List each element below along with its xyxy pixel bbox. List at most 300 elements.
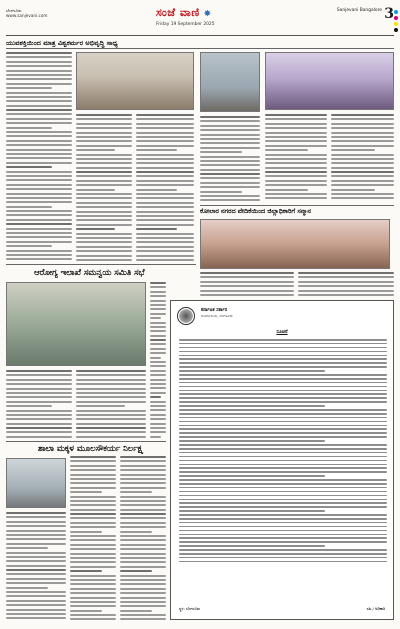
text-line xyxy=(120,456,166,458)
text-line xyxy=(265,118,327,120)
text-line xyxy=(150,304,166,306)
text-line xyxy=(120,601,166,603)
article-col-5 xyxy=(265,114,327,202)
text-line xyxy=(6,78,72,80)
text-line xyxy=(76,436,146,438)
text-line xyxy=(265,171,327,173)
text-line xyxy=(265,114,327,116)
text-line xyxy=(150,383,166,385)
text-line xyxy=(331,123,394,125)
article-photo-felicitation xyxy=(200,219,390,269)
text-line xyxy=(331,132,394,134)
text-line xyxy=(179,495,387,497)
article-col-4 xyxy=(200,116,260,202)
text-line xyxy=(70,504,116,506)
text-line xyxy=(179,421,387,423)
text-line xyxy=(6,254,72,256)
text-line xyxy=(179,499,387,501)
text-line xyxy=(70,517,116,519)
text-line xyxy=(120,544,166,546)
text-line xyxy=(136,259,194,261)
headline-middle-left: ಆರೋಗ್ಯ ಇಲಾಖೆ ಸಮನ್ವಯ ಸಮಿತಿ ಸಭೆ xyxy=(34,267,145,277)
page-number: 3 xyxy=(384,6,394,22)
cmyk-mark-cyan-icon xyxy=(394,10,398,14)
text-line xyxy=(76,193,132,195)
text-line xyxy=(200,129,260,131)
text-line xyxy=(331,171,394,173)
text-line xyxy=(6,232,72,234)
text-line xyxy=(150,414,166,416)
text-line xyxy=(76,158,132,160)
text-line xyxy=(70,500,116,502)
text-line xyxy=(298,272,394,274)
text-line xyxy=(70,610,102,612)
text-line xyxy=(70,456,116,458)
text-line xyxy=(70,601,116,603)
text-line xyxy=(136,184,194,186)
text-line xyxy=(6,157,72,159)
text-line xyxy=(179,405,325,407)
text-line xyxy=(298,285,394,287)
text-line xyxy=(76,167,132,169)
text-line xyxy=(136,228,177,230)
text-line xyxy=(179,351,387,353)
text-line xyxy=(76,418,146,420)
text-line xyxy=(120,610,152,612)
text-line xyxy=(76,118,132,120)
text-line xyxy=(76,237,132,239)
text-line xyxy=(6,118,72,120)
text-line xyxy=(6,245,52,247)
text-line xyxy=(6,423,72,425)
text-line xyxy=(6,609,66,611)
text-line xyxy=(179,487,387,489)
text-line xyxy=(6,556,66,558)
text-line xyxy=(179,374,387,376)
text-line xyxy=(120,575,166,577)
text-line xyxy=(331,189,375,191)
text-line xyxy=(179,549,387,551)
text-line xyxy=(331,127,394,129)
text-line xyxy=(136,154,194,156)
text-line xyxy=(200,177,260,179)
article-col-7 xyxy=(200,272,294,298)
text-line xyxy=(179,502,387,504)
text-line xyxy=(6,149,72,151)
text-line xyxy=(265,132,327,134)
text-line xyxy=(6,613,66,615)
masthead-left xyxy=(6,8,48,18)
text-line xyxy=(200,173,260,175)
divider xyxy=(6,441,166,442)
text-line xyxy=(76,228,115,230)
article-col-8 xyxy=(298,272,394,298)
text-line xyxy=(179,343,387,345)
text-line xyxy=(179,370,325,372)
text-line xyxy=(120,539,166,541)
text-line xyxy=(70,460,116,462)
text-line xyxy=(6,388,72,390)
text-line xyxy=(6,516,66,518)
text-line xyxy=(331,140,394,142)
text-line xyxy=(70,465,116,467)
text-line xyxy=(76,189,115,191)
text-line xyxy=(6,418,72,420)
text-line xyxy=(136,118,194,120)
text-line xyxy=(76,149,115,151)
text-line xyxy=(70,469,116,471)
text-line xyxy=(6,184,72,186)
text-line xyxy=(136,132,194,134)
text-line xyxy=(265,193,327,195)
article-photo-ceremony xyxy=(76,52,194,110)
text-line xyxy=(200,294,294,296)
text-line xyxy=(76,241,132,243)
text-line xyxy=(136,149,177,151)
text-line xyxy=(150,436,161,438)
text-line xyxy=(76,215,132,217)
text-line xyxy=(200,138,260,140)
text-line xyxy=(331,118,394,120)
text-line xyxy=(298,294,394,296)
text-line xyxy=(120,513,166,515)
text-line xyxy=(331,180,394,182)
text-line xyxy=(120,469,166,471)
text-line xyxy=(331,136,394,138)
text-line xyxy=(76,392,146,394)
text-line xyxy=(150,335,166,337)
text-line xyxy=(200,191,242,193)
text-line xyxy=(136,215,194,217)
text-line xyxy=(6,201,72,203)
text-line xyxy=(265,158,327,160)
government-emblem-icon xyxy=(177,307,195,325)
text-line xyxy=(6,144,72,146)
text-line xyxy=(179,514,387,516)
text-line xyxy=(76,388,146,390)
text-line xyxy=(136,145,194,147)
text-line xyxy=(6,383,72,385)
divider xyxy=(6,264,196,265)
text-line xyxy=(6,56,72,58)
article-photo-stage xyxy=(265,52,394,110)
notice-signature: ಸಹಿ / ಅಧಿಕಾರಿ xyxy=(366,606,385,611)
text-line xyxy=(120,465,166,467)
text-line xyxy=(331,149,375,151)
text-line xyxy=(136,250,194,252)
text-line xyxy=(6,573,66,575)
text-line xyxy=(200,147,260,149)
text-line xyxy=(179,452,387,454)
text-line xyxy=(76,224,132,226)
text-line xyxy=(76,246,132,248)
text-line xyxy=(6,427,72,429)
text-line xyxy=(6,250,72,252)
text-line xyxy=(179,467,387,469)
text-line xyxy=(76,233,132,235)
text-line xyxy=(179,432,387,434)
text-line xyxy=(136,233,194,235)
text-line xyxy=(265,184,327,186)
text-line xyxy=(6,547,48,549)
text-line xyxy=(136,237,194,239)
text-line xyxy=(136,246,194,248)
text-line xyxy=(6,153,72,155)
text-line xyxy=(150,339,166,341)
text-line xyxy=(6,96,72,98)
notice-subtitle: ಕಾರ್ಯಾಲಯ, ಬೆಂಗಳೂರು xyxy=(201,314,233,318)
text-line xyxy=(150,409,166,411)
text-line xyxy=(265,175,327,177)
text-line xyxy=(200,116,260,118)
article-col-6 xyxy=(331,114,394,202)
text-line xyxy=(76,145,132,147)
text-line xyxy=(150,405,166,407)
text-line xyxy=(76,219,132,221)
text-line xyxy=(179,436,387,438)
text-line xyxy=(150,348,166,350)
article-col-1 xyxy=(6,52,72,262)
text-line xyxy=(6,431,72,433)
text-line xyxy=(136,219,194,221)
text-line xyxy=(200,164,260,166)
text-line xyxy=(331,193,394,195)
text-line xyxy=(6,521,66,523)
masthead-right xyxy=(337,8,382,14)
text-line xyxy=(265,162,327,164)
text-line xyxy=(120,597,166,599)
text-line xyxy=(6,379,72,381)
text-line xyxy=(179,471,387,473)
article-col-2 xyxy=(76,114,132,262)
text-line xyxy=(6,175,72,177)
text-line xyxy=(265,180,327,182)
text-line xyxy=(6,569,66,571)
masthead-site: www.sanjevani.com xyxy=(6,13,48,18)
text-line xyxy=(150,427,166,429)
text-line xyxy=(6,600,66,602)
text-line xyxy=(179,537,387,539)
text-line xyxy=(265,154,327,156)
text-line xyxy=(179,526,387,528)
text-line xyxy=(150,357,161,359)
text-line xyxy=(6,109,72,111)
text-line xyxy=(179,491,387,493)
text-line xyxy=(6,552,66,554)
text-line xyxy=(136,123,194,125)
text-line xyxy=(76,410,146,412)
text-line xyxy=(70,566,116,568)
text-line xyxy=(200,169,260,171)
text-line xyxy=(70,553,116,555)
text-line xyxy=(120,460,166,462)
text-line xyxy=(136,180,194,182)
text-line xyxy=(120,592,166,594)
text-line xyxy=(200,142,260,144)
text-line xyxy=(265,123,327,125)
text-line xyxy=(6,565,66,567)
text-line xyxy=(179,464,387,466)
text-line xyxy=(120,588,166,590)
text-line xyxy=(6,210,72,212)
text-line xyxy=(179,518,387,520)
headline-top: ಯುವಶಕ್ತಿಯಿಂದ ಮಾತ್ರ ವಿಶ್ವಕರ್ಮರ ಅಭಿವೃದ್ಧಿ ಸಾಧ್ಯ xyxy=(6,39,118,47)
text-line xyxy=(120,517,166,519)
text-line xyxy=(120,526,166,528)
text-line xyxy=(70,579,116,581)
text-line xyxy=(136,197,194,199)
text-line xyxy=(179,397,387,399)
text-line xyxy=(6,392,72,394)
text-line xyxy=(6,258,72,260)
text-line xyxy=(76,132,132,134)
text-line xyxy=(179,358,387,360)
text-line xyxy=(179,522,387,524)
text-line xyxy=(76,383,146,385)
text-line xyxy=(200,151,242,153)
text-line xyxy=(265,167,327,169)
text-line xyxy=(331,162,394,164)
text-line xyxy=(150,401,166,403)
text-line xyxy=(265,140,327,142)
text-line xyxy=(179,390,387,392)
text-line xyxy=(6,582,66,584)
text-line xyxy=(76,175,132,177)
text-line xyxy=(76,180,132,182)
text-line xyxy=(150,300,166,302)
text-line xyxy=(6,414,72,416)
text-line xyxy=(76,370,146,372)
masthead xyxy=(6,6,394,36)
text-line xyxy=(76,206,132,208)
text-line xyxy=(76,259,132,261)
text-line xyxy=(179,425,387,427)
text-line xyxy=(76,136,132,138)
masthead-date: Friday 19 September 2025 xyxy=(156,22,215,27)
article-col-10 xyxy=(76,370,146,438)
text-line xyxy=(179,440,325,442)
text-line xyxy=(120,522,166,524)
divider xyxy=(200,205,394,206)
text-line xyxy=(6,127,52,129)
notice-heading: ಸೂಚನೆ xyxy=(276,330,288,335)
text-line xyxy=(120,478,166,480)
text-line xyxy=(70,588,116,590)
text-line xyxy=(70,474,116,476)
text-line xyxy=(136,224,194,226)
text-line xyxy=(136,162,194,164)
text-line xyxy=(179,545,325,547)
text-line xyxy=(200,125,260,127)
notice-body xyxy=(179,339,387,569)
text-line xyxy=(6,401,72,403)
text-line xyxy=(150,352,166,354)
text-line xyxy=(179,339,387,341)
text-line xyxy=(179,382,387,384)
government-notice xyxy=(170,300,394,620)
text-line xyxy=(70,548,116,550)
text-line xyxy=(150,423,166,425)
text-line xyxy=(200,272,294,274)
headline-bottom-left: ಶಾಲಾ ಮಕ್ಕಳ ಮೂಲಸೌಕರ್ಯ ನಿರ್ಲಕ್ಷ್ಯ xyxy=(38,443,144,453)
text-line xyxy=(120,474,166,476)
text-line xyxy=(120,614,166,616)
text-line xyxy=(70,491,102,493)
text-line xyxy=(179,475,325,477)
text-line xyxy=(136,114,194,116)
text-line xyxy=(179,362,387,364)
text-line xyxy=(179,479,387,481)
text-line xyxy=(76,184,132,186)
text-line xyxy=(136,189,177,191)
text-line xyxy=(70,575,116,577)
text-line xyxy=(150,291,166,293)
text-line xyxy=(6,370,72,372)
text-line xyxy=(70,597,116,599)
text-line xyxy=(70,614,116,616)
text-line xyxy=(6,188,72,190)
newspaper-logo xyxy=(156,6,211,20)
text-line xyxy=(76,401,146,403)
article-col-3 xyxy=(136,114,194,262)
text-line xyxy=(6,604,66,606)
text-line xyxy=(150,365,166,367)
text-line xyxy=(136,193,194,195)
text-line xyxy=(76,396,146,398)
text-line xyxy=(331,184,394,186)
text-line xyxy=(150,418,166,420)
text-line xyxy=(150,282,166,284)
text-line xyxy=(179,401,387,403)
text-line xyxy=(6,214,72,216)
text-line xyxy=(136,206,194,208)
text-line xyxy=(265,136,327,138)
text-line xyxy=(120,605,166,607)
text-line xyxy=(150,392,166,394)
text-line xyxy=(6,525,66,527)
text-line xyxy=(265,127,327,129)
text-line xyxy=(120,509,166,511)
article-col-13 xyxy=(70,456,116,622)
text-line xyxy=(179,378,387,380)
text-line xyxy=(6,512,66,514)
text-line xyxy=(76,414,146,416)
article-col-14 xyxy=(120,456,166,622)
text-line xyxy=(120,500,166,502)
text-line xyxy=(6,396,72,398)
text-line xyxy=(120,553,166,555)
text-line xyxy=(331,114,394,116)
text-line xyxy=(120,504,166,506)
text-line xyxy=(200,199,260,201)
text-line xyxy=(70,478,116,480)
text-line xyxy=(179,561,387,563)
headline-right: ಕೋಲಾರ ನಗರದ ವೇದಿಕೆಯಿಂದ ಜಿಲ್ಲಾಧಿಕಾರಿಗೆ ಸನ್ಮಾನ xyxy=(200,207,311,215)
text-line xyxy=(70,509,116,511)
text-line xyxy=(265,189,308,191)
text-line xyxy=(6,100,72,102)
text-line xyxy=(70,496,116,498)
text-line xyxy=(6,197,72,199)
text-line xyxy=(179,413,387,415)
text-line xyxy=(265,197,327,199)
text-line xyxy=(179,541,387,543)
text-line xyxy=(70,513,116,515)
notice-title: ಕರ್ನಾಟಕ ಸರ್ಕಾರ xyxy=(201,308,228,313)
text-line xyxy=(120,618,166,620)
text-line xyxy=(6,587,48,589)
text-line xyxy=(76,255,132,257)
